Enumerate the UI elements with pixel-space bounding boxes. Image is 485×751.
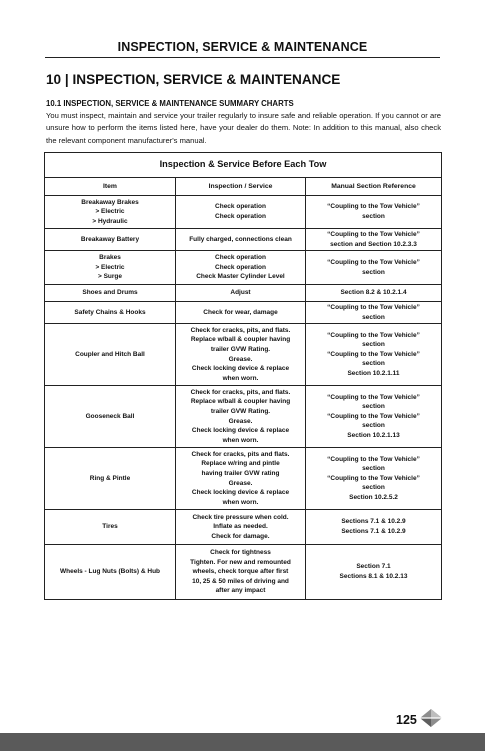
cell-line: > Surge (97, 273, 123, 281)
cell-line: Sections 7.1 & 10.2.9 (341, 518, 406, 526)
reference-cell (306, 510, 442, 545)
cell-line: “Coupling to the Tow Vehicle” (327, 393, 420, 401)
service-cell (176, 302, 306, 324)
cell-line: section (362, 403, 385, 411)
item-cell (45, 545, 176, 600)
table-row (45, 196, 442, 229)
cell-line: Check locking device & replace (191, 427, 290, 435)
reference-cell (306, 448, 442, 510)
cell-line: Grease. (228, 479, 253, 487)
item-cell (45, 324, 176, 386)
page-number: 125 (396, 713, 417, 727)
cell-line: Section 7.1 (356, 563, 391, 571)
cell-line: Section 8.2 & 10.2.1.4 (340, 289, 407, 297)
service-cell (176, 545, 306, 600)
table-row (45, 386, 442, 448)
cell-line: Section 10.2.1.13 (347, 431, 400, 439)
cell-line: when worn. (222, 498, 259, 506)
item-cell (45, 510, 176, 545)
cell-line: Sections 8.1 & 10.2.13 (339, 573, 408, 580)
cell-line: Breakaway Brakes (81, 198, 139, 206)
table-row (45, 448, 442, 510)
cell-line: section (362, 360, 385, 368)
item-cell (45, 229, 176, 251)
cell-line: section (362, 484, 385, 492)
column-header-reference: Manual Section Reference (306, 178, 442, 196)
item-cell (45, 196, 176, 229)
cell-line: section and Section 10.2.3.3 (330, 240, 417, 248)
cell-line: Tires (102, 523, 118, 531)
cell-line: Shoes and Drums (82, 289, 138, 297)
service-cell (176, 229, 306, 251)
service-cell (176, 324, 306, 386)
cell-line: Coupler and Hitch Ball (75, 350, 145, 358)
reference-cell (306, 196, 442, 229)
cell-line: Brakes (99, 254, 121, 262)
cell-line: Check for cracks, pits, and flats. (190, 326, 291, 334)
cell-line: section (362, 313, 385, 321)
reference-cell (306, 251, 442, 285)
table-row (45, 251, 442, 285)
cell-line: Adjust (230, 289, 251, 297)
cell-line: Check operation (215, 203, 266, 211)
cell-line: Replace w/ball & coupler having (190, 398, 291, 406)
running-head: INSPECTION, SERVICE & MAINTENANCE (117, 40, 368, 54)
item-cell (45, 285, 176, 302)
cell-line: section (362, 213, 385, 220)
cell-line: Fully charged, connections clean (189, 235, 292, 243)
service-cell (176, 251, 306, 285)
cell-line: > Hydraulic (92, 217, 128, 225)
reference-cell (306, 324, 442, 386)
cell-line: Check operation (215, 263, 266, 271)
cell-line: Check locking device & replace (191, 365, 290, 373)
cell-line: Sections 7.1 & 10.2.9 (341, 528, 406, 535)
service-cell (176, 510, 306, 545)
cell-line: Check operation (215, 254, 266, 262)
cell-line: Check tire pressure when cold. (192, 513, 289, 521)
column-header-item: Item (45, 178, 176, 196)
cell-line: Section 10.2.1.11 (347, 369, 400, 377)
cell-line: section (362, 268, 385, 276)
inspection-service-table (44, 152, 442, 600)
cell-line: Replace w/ring and pintle (201, 460, 280, 468)
cell-line: “Coupling to the Tow Vehicle” (327, 303, 420, 311)
cell-line: having trailer GVW rating (201, 469, 280, 477)
cell-line: section (362, 465, 385, 473)
intro-paragraph (46, 110, 441, 147)
column-header-service: Inspection / Service (176, 178, 306, 196)
cell-line: Check for tightness (210, 549, 271, 557)
table-row (45, 324, 442, 386)
cell-line: Check for cracks, pits, and flats. (190, 388, 291, 396)
service-cell (176, 386, 306, 448)
diamond-logo-icon (419, 708, 443, 728)
reference-cell (306, 302, 442, 324)
cell-line: trailer GVW Rating. (210, 345, 271, 353)
cell-line: Check for cracks, pits and flats. (191, 450, 290, 458)
cell-line: Section 10.2.5.2 (349, 493, 398, 501)
item-cell (45, 448, 176, 510)
service-cell (176, 196, 306, 229)
cell-line: Inflate as needed. (213, 523, 268, 531)
service-cell (176, 285, 306, 302)
cell-line: “Coupling to the Tow Vehicle” (327, 230, 420, 238)
cell-line: Grease. (228, 355, 253, 363)
table-row (45, 285, 442, 302)
cell-line: Check locking device & replace (191, 489, 290, 497)
cell-line: when worn. (222, 374, 259, 382)
cell-line: “Coupling to the Tow Vehicle” (327, 350, 420, 358)
section-title: 10.1 INSPECTION, SERVICE & MAINTENANCE SUMMARY CHARTS (46, 99, 294, 108)
cell-line: “Coupling to the Tow Vehicle” (327, 203, 420, 211)
cell-line: “Coupling to the Tow Vehicle” (327, 474, 420, 482)
cell-line: Grease. (228, 417, 253, 425)
cell-line: Replace w/ball & coupler having (190, 336, 291, 344)
service-cell (176, 448, 306, 510)
running-head-rule (45, 57, 440, 58)
cell-line: Check for damage. (211, 532, 270, 540)
table-title: Inspection & Service Before Each Tow (45, 153, 442, 178)
cell-line: Check for wear, damage (203, 308, 278, 316)
cell-line: section (362, 422, 385, 430)
cell-line: “Coupling to the Tow Vehicle” (327, 331, 420, 339)
cell-line: Gooseneck Ball (85, 412, 135, 420)
table-row (45, 302, 442, 324)
cell-line: Wheels - Lug Nuts (Bolts) & Hub (59, 568, 161, 576)
chapter-title: 10 | INSPECTION, SERVICE & MAINTENANCE (46, 72, 341, 87)
cell-line: Tighten. For new and remounted (190, 558, 291, 566)
cell-line: 10, 25 & 50 miles of driving and (192, 577, 289, 585)
footer-bar (0, 733, 485, 751)
table-row (45, 545, 442, 600)
cell-line: wheels, check torque after first (192, 568, 289, 576)
reference-cell (306, 285, 442, 302)
cell-line: “Coupling to the Tow Vehicle” (327, 455, 420, 463)
cell-line: Safety Chains & Hooks (74, 308, 146, 316)
reference-cell (306, 386, 442, 448)
item-cell (45, 251, 176, 285)
cell-line: trailer GVW Rating. (210, 407, 271, 415)
table-body (45, 196, 442, 600)
cell-line: Check Master Cylinder Level (196, 273, 285, 281)
item-cell (45, 386, 176, 448)
cell-line: after any impact (215, 587, 266, 595)
table-row (45, 229, 442, 251)
cell-line: > Electric (95, 208, 125, 216)
cell-line: “Coupling to the Tow Vehicle” (327, 412, 420, 420)
reference-cell (306, 229, 442, 251)
cell-line: Ring & Pintle (89, 474, 131, 482)
table-row (45, 510, 442, 545)
cell-line: Check operation (215, 213, 266, 220)
item-cell (45, 302, 176, 324)
cell-line: “Coupling to the Tow Vehicle” (327, 258, 420, 266)
reference-cell (306, 545, 442, 600)
cell-line: when worn. (222, 436, 259, 444)
cell-line: Breakaway Battery (80, 235, 140, 243)
cell-line: section (362, 341, 385, 349)
cell-line: > Electric (95, 263, 125, 271)
intro-text: You must inspect, maintain and service your trailer regularly to insure safe and reliable operation. If you cannot or are unsure how to perform the items listed here, have your dealer do them. Note: In addition to this manual, also check the relevant component manufacturer's manual. (46, 111, 441, 145)
